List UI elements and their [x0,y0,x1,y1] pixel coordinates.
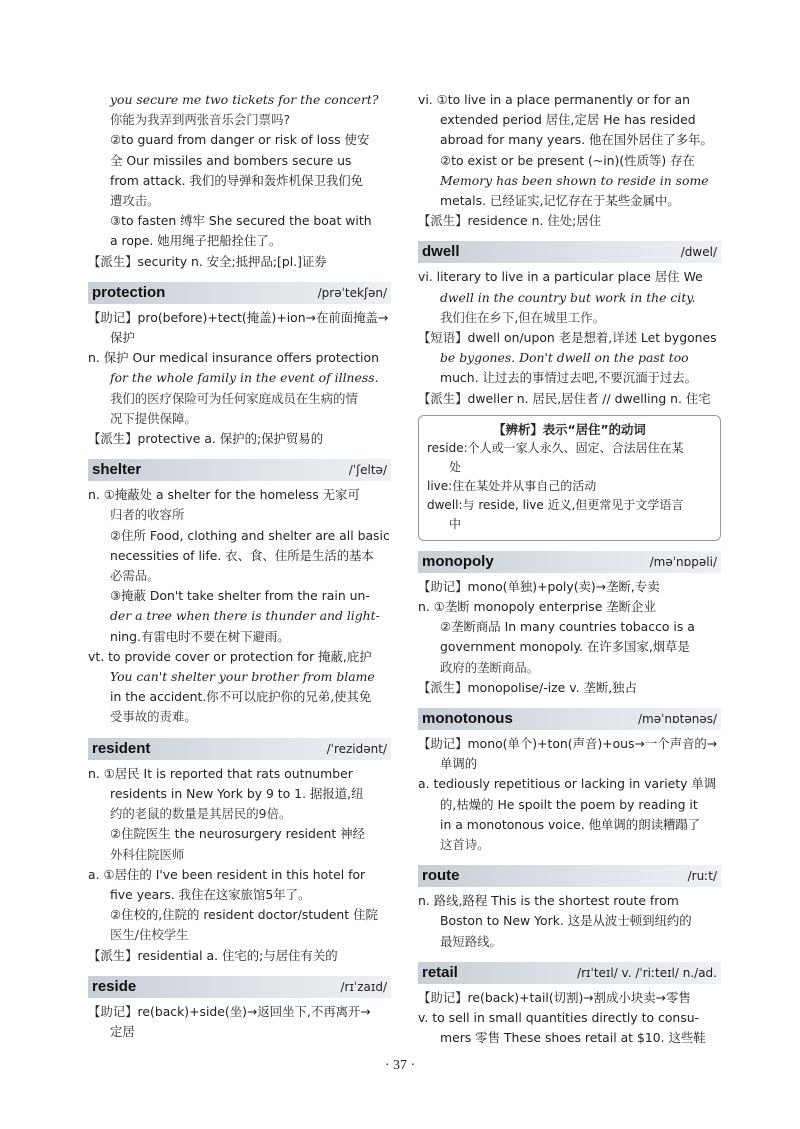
headword: monotonous [422,710,513,728]
text-line: 受事故的责难。 [110,709,197,725]
text-line: necessities of life. 衣、食、住所是生活的基本 [110,547,374,563]
text-line: 最短路线。 [440,933,502,949]
text-line: much. 让过去的事情过去吧,不要沉湎于过去。 [440,370,698,386]
text-line: 【派生】monopolise/-ize v. 垄断,独占 [418,679,637,695]
headword: shelter [92,461,142,479]
headword: route [422,867,460,885]
text-line: v. to sell in small quantities directly to consu- [418,1010,700,1026]
entry-header-shelter [88,459,391,481]
entry-body-dwell [418,267,721,408]
text-line: 我们的医疗保险可为任何家庭成员在生病的情 [110,390,358,406]
entry-header-resident [88,738,391,760]
continued-entry-secure [88,90,391,272]
text-line: vt. to provide cover or protection for 掩蔽,庇护 [88,648,372,664]
entry-header-monotonous [418,708,721,730]
text-line: abroad for many years. 他在国外居住了多年。 [440,132,713,148]
page-number: · 37 · [384,1058,416,1073]
text-line: a. tediously repetitious or lacking in variety 单调 [418,776,717,792]
entry-body-route [418,891,721,952]
text-line: der a tree when there is thunder and light- [110,608,380,624]
usage-note-line: reside:个人或一家人永久、固定、合法居住在某 [427,440,684,455]
text-line: 【助记】mono(单独)+poly(卖)→垄断,专卖 [418,578,660,594]
entry-header-monopoly [418,551,721,573]
text-line: ②垄断商品 In many countries tobacco is a [440,619,695,635]
headword: monopoly [422,552,494,570]
usage-note-title: 【辨析】表示“居住”的动词 [493,421,646,437]
text-line: Boston to New York. 这是从波士顿到纽约的 [440,913,692,929]
text-line: 医生/住校学生 [110,927,189,943]
text-line: mers 零售 These shoes retail at $10. 这些鞋 [440,1030,706,1046]
text-line: 【助记】pro(before)+tect(掩盖)+ion→在前面掩盖→ [88,309,389,325]
text-line: 【助记】mono(单个)+ton(声音)+ous→一个声音的→ [418,736,718,752]
phonetic: /rɪˈzaɪd/ [340,979,387,994]
entry-header-dwell [418,241,721,263]
text-line: ②住院医生 the neurosurgery resident 神经 [110,826,365,842]
usage-note-line: 中 [449,516,462,531]
text-line: 你能为我弄到两张音乐会门票吗? [110,112,291,128]
phonetic: /ˈʃeltə/ [348,463,387,478]
text-line: n. ①居民 It is reported that rats outnumber [88,765,353,781]
text-line: 【助记】re(back)+tail(切割)→割成小块卖→零售 [418,989,691,1005]
text-line: 全 Our missiles and bombers secure us [110,152,352,168]
usage-note-box [418,415,721,541]
phonetic: /məˈnɒtənəs/ [637,712,717,727]
text-line: 约的老鼠的数量是其居民的9倍。 [110,806,292,822]
phonetic: /məˈnɒpəli/ [649,554,717,569]
text-line: ②住校的,住院的 resident doctor/student 住院 [110,907,378,923]
phonetic: /ruːt/ [687,869,717,884]
headword: resident [92,739,151,757]
continued-entry-reside [418,90,721,231]
text-line: 这首诗。 [440,837,490,853]
usage-note-line: 处 [449,459,462,474]
text-line: five years. 我住在这家旅馆5年了。 [110,886,311,902]
entry-body-shelter [88,485,391,727]
headword: protection [92,283,166,301]
entry-body-monopoly [418,577,721,698]
entry-header-route [418,865,721,887]
text-line: 外科住院医师 [110,846,185,862]
text-line: 【派生】residence n. 住处;居住 [418,213,602,229]
text-line: 【派生】dweller n. 居民,居住者 // dwelling n. 住宅 [418,390,711,406]
text-line: 况下提供保障。 [110,410,197,426]
text-line: you secure me two tickets for the concert? [110,92,379,107]
text-line: in the accident.你不可以庇护你的兄弟,使其免 [110,689,372,705]
headword: dwell [422,243,460,261]
text-line: 我们住在乡下,但在城里工作。 [440,309,606,325]
entry-header-retail [418,962,721,984]
text-line: ③to fasten 缚牢 She secured the boat with [110,213,372,229]
text-line: You can't shelter your brother from blame [110,669,375,685]
entry-header-protection [88,282,391,304]
text-line: metals. 已经证实,记忆存在于某些金属中。 [440,193,680,209]
text-line: n. 路线,路程 This is the shortest route from [418,893,679,909]
text-line: 【短语】dwell on/upon 老是想着,详述 Let bygones [418,330,717,346]
text-line: 【派生】residential a. 住宅的;与居住有关的 [88,947,338,963]
phonetic: /rɪˈteɪl/ v. /ˈriːteɪl/ n./ad. [577,965,717,980]
usage-note-line: dwell:与 reside, live 近义,但更常见于文学语言 [427,497,684,512]
entry-header-reside [88,976,391,998]
left-column [88,90,391,1042]
text-line: ②to guard from danger or risk of loss 使安 [110,132,370,148]
text-line: from attack. 我们的导弹和轰炸机保卫我们免 [110,172,364,188]
entry-body-resident [88,764,391,966]
phonetic: /prəˈtekʃən/ [317,285,387,300]
text-line: ②住所 Food, clothing and shelter are all basic [110,527,390,543]
text-line: 单调的 [440,756,478,772]
text-line: 保护 [110,330,135,346]
text-line: n. ①掩蔽处 a shelter for the homeless 无家可 [88,487,360,503]
entry-body-retail [418,988,721,1049]
text-line: 归者的收容所 [110,507,185,523]
text-line: Memory has been shown to reside in some [440,172,709,188]
usage-note-line: live:住在某处并从事自己的活动 [427,478,597,493]
text-line: extended period 居住,定居 He has resided [440,112,696,128]
text-line: ③掩蔽 Don't take shelter from the rain un- [110,588,370,604]
text-line: 【派生】security n. 安全;抵押品;[pl.]证券 [88,253,327,269]
text-line: 遭攻击。 [110,193,160,209]
text-line: a rope. 她用绳子把船拴住了。 [110,233,282,249]
right-column [418,90,721,1049]
text-line: 政府的垄断商品。 [440,659,540,675]
text-line: dwell in the country but work in the city. [440,289,696,305]
text-line: 必需品。 [110,568,160,584]
entry-body-monotonous [418,734,721,855]
text-line: ning.有雷电时不要在树下避雨。 [110,628,290,644]
text-line: be bygones. Don't dwell on the past too [440,350,689,366]
text-line: government monopoly. 在许多国家,烟草是 [440,639,690,655]
text-line: in a monotonous voice. 他单调的朗读糟蹋了 [440,816,701,832]
text-line: for the whole family in the event of illness. [110,370,379,386]
text-line: 定居 [110,1023,135,1039]
entry-body-reside [88,1002,391,1042]
phonetic: /ˈrezidənt/ [326,741,387,756]
headword: retail [422,963,458,981]
text-line: a. ①居住的 I've been resident in this hotel for [88,866,366,882]
text-line: residents in New York by 9 to 1. 据报道,纽 [110,785,364,801]
text-line: vi. literary to live in a particular place 居住 We [418,269,703,285]
text-line: 【助记】re(back)+side(坐)→返回坐下,不再离开→ [88,1003,371,1019]
text-line: n. ①垄断 monopoly enterprise 垄断企业 [418,599,656,615]
headword: reside [92,977,137,995]
text-line: 【派生】protective a. 保护的;保护贸易的 [88,431,324,447]
entry-body-protection [88,308,391,449]
text-line: n. 保护 Our medical insurance offers protection [88,350,379,366]
text-line: ②to exist or be present (~in)(性质等) 存在 [440,152,695,168]
text-line: 的,枯燥的 He spoilt the poem by reading it [440,796,698,812]
phonetic: /dwel/ [680,245,717,260]
text-line: vi. ①to live in a place permanently or for an [418,92,690,107]
